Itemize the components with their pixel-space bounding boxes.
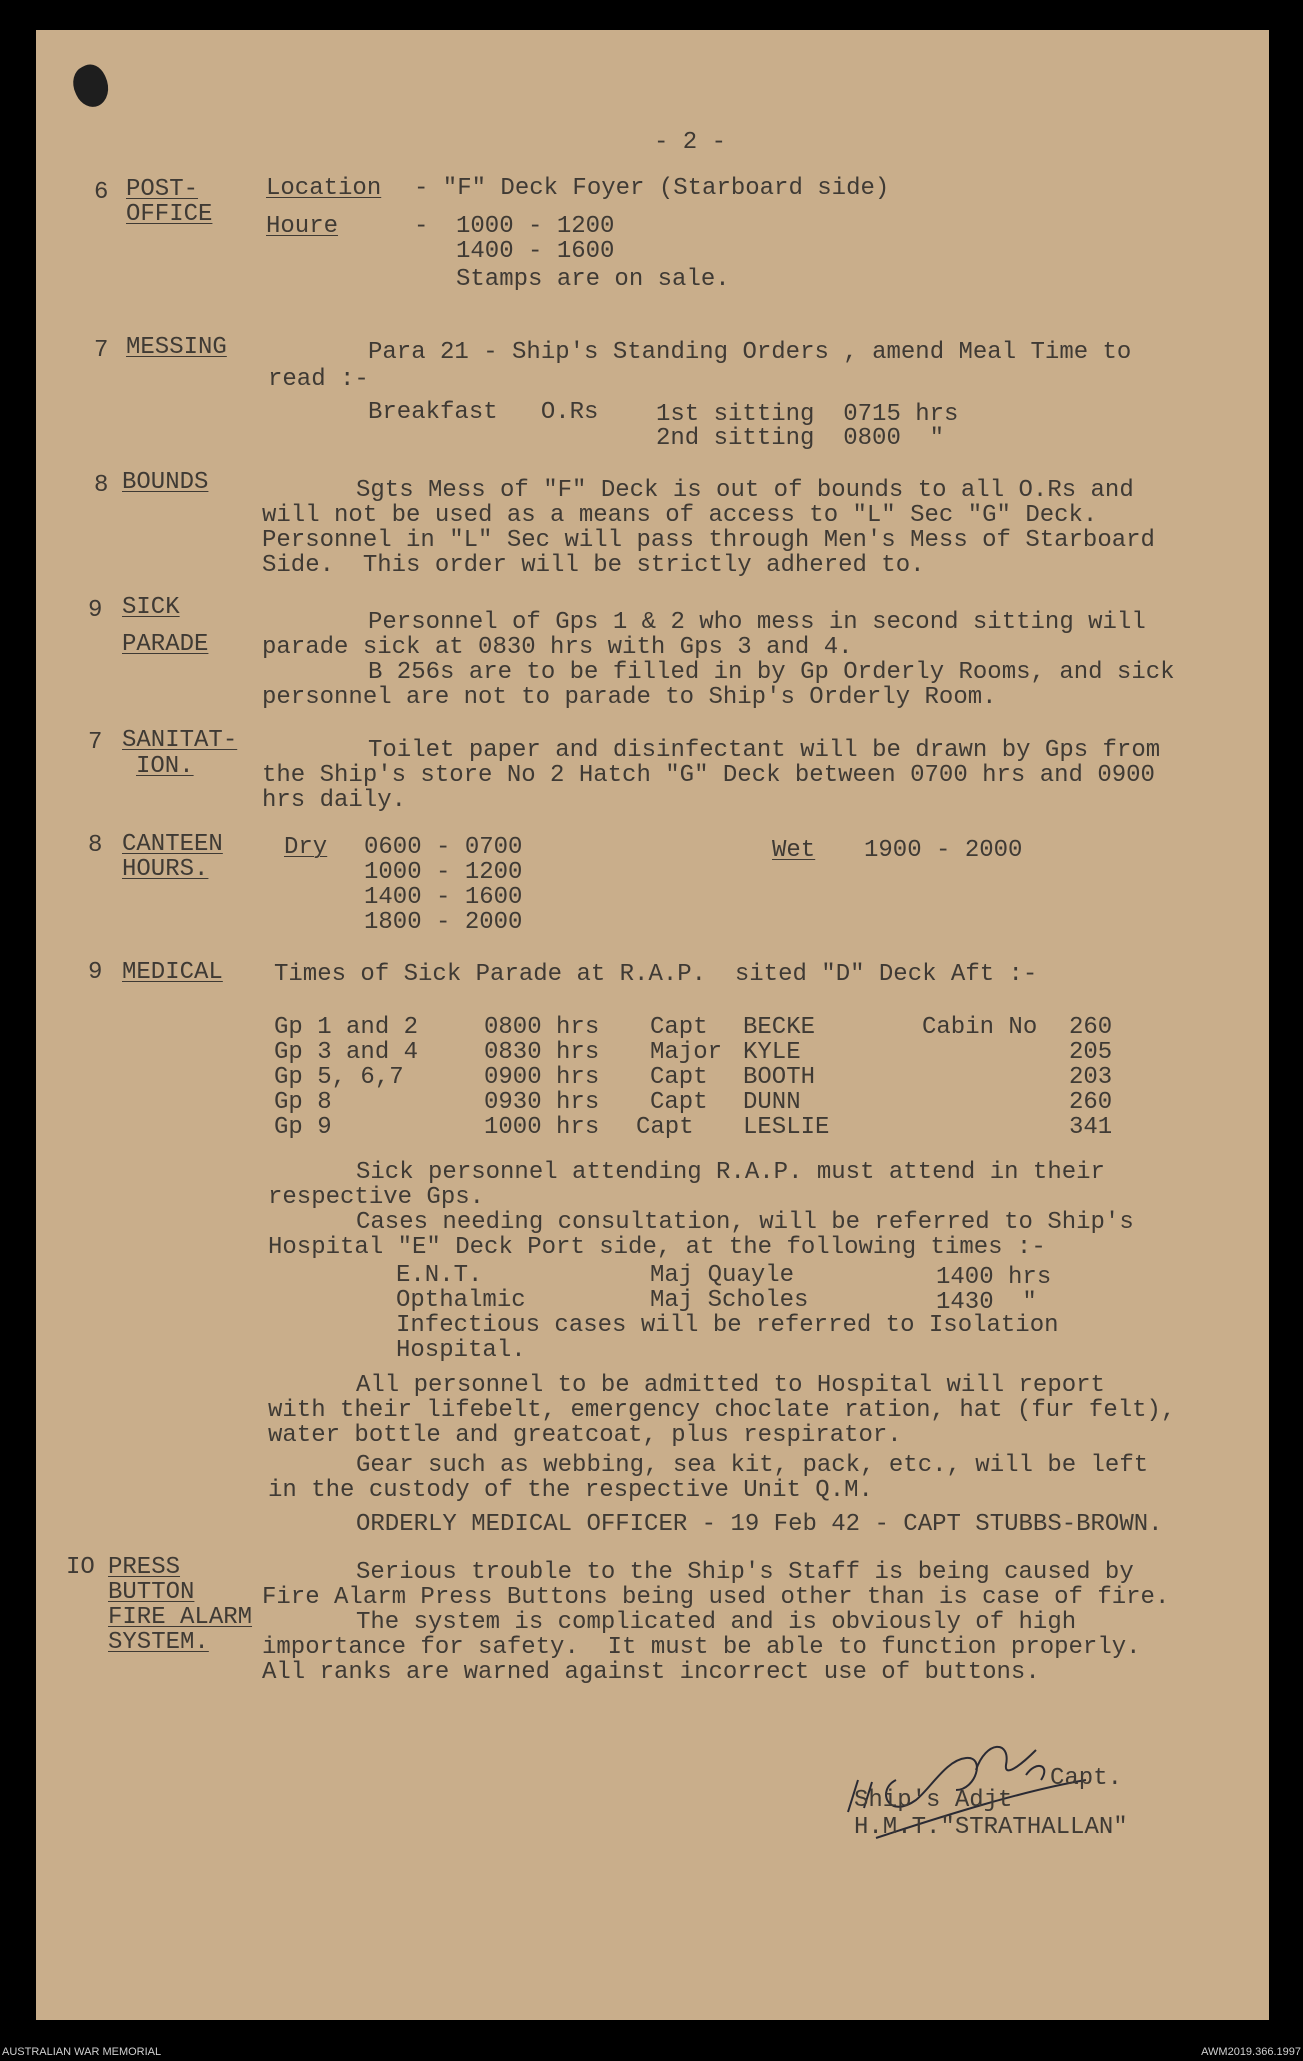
section-title: SICK bbox=[122, 594, 180, 621]
section-title: OFFICE bbox=[126, 201, 213, 228]
clinic-officer: Maj Scholes bbox=[650, 1287, 809, 1314]
cabin-number: 260 bbox=[1069, 1014, 1113, 1041]
section-title: HOURS. bbox=[122, 856, 209, 883]
signature-ship: H.M.T."STRATHALLAN" bbox=[854, 1814, 1128, 1841]
cabin-number: 341 bbox=[1069, 1114, 1113, 1141]
officer-name: KYLE bbox=[743, 1039, 801, 1066]
section-title: PRESS bbox=[108, 1554, 181, 1581]
officer-rank: Capt bbox=[650, 1014, 708, 1041]
location-label: Location bbox=[266, 175, 382, 202]
wet-label: Wet bbox=[772, 837, 816, 864]
section-title: SANITAT- bbox=[122, 727, 238, 754]
dry-label: Dry bbox=[284, 834, 328, 861]
orderly-medical-officer: ORDERLY MEDICAL OFFICER - 19 Feb 42 - CAPT STUBBS-BROWN. bbox=[356, 1511, 1163, 1538]
clinic-label: Opthalmic bbox=[396, 1287, 526, 1314]
section-title: CANTEEN bbox=[122, 831, 223, 858]
body-line: respective Gps. bbox=[268, 1184, 485, 1211]
body-line: parade sick at 0830 hrs with Gps 3 and 4. bbox=[262, 634, 853, 661]
clinic-officer: Maj Quayle bbox=[650, 1262, 795, 1289]
document-page bbox=[36, 30, 1269, 2020]
section-title: BUTTON bbox=[108, 1579, 195, 1606]
parade-time: 0900 hrs bbox=[484, 1064, 600, 1091]
body-line: will not be used as a means of access to "L" Sec "G" Deck. bbox=[262, 502, 1098, 529]
officer-name: BOOTH bbox=[743, 1064, 816, 1091]
hours-label: Houre bbox=[266, 213, 339, 240]
ink-blot bbox=[67, 60, 116, 112]
section-title: BOUNDS bbox=[122, 469, 209, 496]
section-title: ION. bbox=[136, 753, 194, 780]
body-line: Sick personnel attending R.A.P. must attend in their bbox=[356, 1159, 1105, 1186]
body-line: the Ship's store No 2 Hatch "G" Deck between 0700 hrs and 0900 bbox=[262, 762, 1155, 789]
cabin-header: Cabin No bbox=[922, 1014, 1038, 1041]
body-line: read :- bbox=[268, 366, 369, 393]
clinic-label: E.N.T. bbox=[396, 1262, 483, 1289]
section-title: FIRE ALARM bbox=[108, 1604, 253, 1631]
gp-label: Gp 9 bbox=[274, 1114, 332, 1141]
body-line: Personnel of Gps 1 & 2 who mess in second sitting will bbox=[368, 609, 1146, 636]
body-line: importance for safety. It must be able to function properly. bbox=[262, 1634, 1141, 1661]
section-title: POST- bbox=[126, 176, 199, 203]
body-line: B 256s are to be filled in by Gp Orderly Rooms, and sick bbox=[368, 659, 1175, 686]
wet-time: 1900 - 2000 bbox=[864, 837, 1023, 864]
body-line: Side. This order will be strictly adhered to. bbox=[262, 552, 925, 579]
clinic-time: 1430 " bbox=[936, 1289, 1037, 1316]
hours-value: 1400 - 1600 bbox=[456, 238, 615, 265]
section-number: 9 bbox=[88, 597, 103, 624]
footer-credit: AUSTRALIAN WAR MEMORIAL bbox=[2, 2046, 162, 2058]
clinic-time: 1400 hrs bbox=[936, 1264, 1052, 1291]
body-line: All ranks are warned against incorrect use of buttons. bbox=[262, 1659, 1040, 1686]
body-line: All personnel to be admitted to Hospital will report bbox=[356, 1372, 1105, 1399]
body-line: Fire Alarm Press Buttons being used other than is case of fire. bbox=[262, 1584, 1170, 1611]
cabin-number: 205 bbox=[1069, 1039, 1113, 1066]
dry-time: 0600 - 0700 bbox=[364, 834, 523, 861]
dry-time: 1800 - 2000 bbox=[364, 909, 523, 936]
officer-rank: Capt bbox=[636, 1114, 694, 1141]
body-line: water bottle and greatcoat, plus respirator. bbox=[268, 1422, 902, 1449]
officer-rank: Major bbox=[650, 1039, 723, 1066]
officer-rank: Capt bbox=[650, 1089, 708, 1116]
body-line: Serious trouble to the Ship's Staff is being caused by bbox=[356, 1559, 1134, 1586]
sitting-time: 2nd sitting 0800 " bbox=[656, 425, 945, 452]
medical-intro: Times of Sick Parade at R.A.P. sited "D" Deck Aft :- bbox=[274, 961, 1038, 988]
officer-name: LESLIE bbox=[743, 1114, 830, 1141]
section-number: 8 bbox=[94, 472, 109, 499]
section-title: MESSING bbox=[126, 334, 227, 361]
section-number: 8 bbox=[88, 832, 103, 859]
cabin-number: 260 bbox=[1069, 1089, 1113, 1116]
officer-name: DUNN bbox=[743, 1089, 801, 1116]
body-line: Sgts Mess of "F" Deck is out of bounds to all O.Rs and bbox=[356, 477, 1134, 504]
officer-name: BECKE bbox=[743, 1014, 816, 1041]
parade-time: 0830 hrs bbox=[484, 1039, 600, 1066]
body-line: Infectious cases will be referred to Isolation bbox=[396, 1312, 1059, 1339]
body-line: Gear such as webbing, sea kit, pack, etc., will be left bbox=[356, 1452, 1149, 1479]
body-line: Toilet paper and disinfectant will be drawn by Gps from bbox=[368, 737, 1161, 764]
footer-reference: AWM2019.366.1997 bbox=[1201, 2046, 1301, 2058]
section-number: 6 bbox=[94, 179, 109, 206]
body-line: Cases needing consultation, will be referred to Ship's bbox=[356, 1209, 1134, 1236]
page-number: - 2 - bbox=[654, 129, 727, 156]
section-number: 7 bbox=[94, 337, 109, 364]
gp-label: Gp 3 and 4 bbox=[274, 1039, 419, 1066]
section-title: PARADE bbox=[122, 631, 209, 658]
dry-time: 1400 - 1600 bbox=[364, 884, 523, 911]
location-value: - "F" Deck Foyer (Starboard side) bbox=[414, 175, 890, 202]
body-line: Para 21 - Ship's Standing Orders , amend Meal Time to bbox=[368, 339, 1132, 366]
note-text: Stamps are on sale. bbox=[456, 266, 730, 293]
body-line: with their lifebelt, emergency choclate ration, hat (fur felt), bbox=[268, 1397, 1176, 1424]
body-line: The system is complicated and is obviously of high bbox=[356, 1609, 1077, 1636]
section-title: SYSTEM. bbox=[108, 1629, 209, 1656]
parade-time: 1000 hrs bbox=[484, 1114, 600, 1141]
section-number: 7 bbox=[88, 729, 103, 756]
hours-value: 1000 - 1200 bbox=[456, 213, 615, 240]
gp-label: Gp 8 bbox=[274, 1089, 332, 1116]
body-line: Hospital. bbox=[396, 1337, 526, 1364]
section-number: 9 bbox=[88, 959, 103, 986]
section-title: MEDICAL bbox=[122, 959, 223, 986]
signature-rank: Capt. bbox=[1050, 1765, 1123, 1792]
body-line: in the custody of the respective Unit Q.M. bbox=[268, 1477, 873, 1504]
signature-title: Ship's Adjt bbox=[854, 1787, 1013, 1814]
parade-time: 0800 hrs bbox=[484, 1014, 600, 1041]
body-line: personnel are not to parade to Ship's Orderly Room. bbox=[262, 684, 997, 711]
gp-label: Gp 1 and 2 bbox=[274, 1014, 419, 1041]
body-line: hrs daily. bbox=[262, 787, 407, 814]
section-number: IO bbox=[66, 1554, 95, 1581]
body-line: Hospital "E" Deck Port side, at the following times :- bbox=[268, 1234, 1046, 1261]
hours-dash: - bbox=[414, 213, 429, 240]
sitting-time: 1st sitting 0715 hrs bbox=[656, 401, 959, 428]
officer-rank: Capt bbox=[650, 1064, 708, 1091]
cabin-number: 203 bbox=[1069, 1064, 1113, 1091]
dry-time: 1000 - 1200 bbox=[364, 859, 523, 886]
breakfast-label: Breakfast O.Rs bbox=[368, 399, 599, 426]
body-line: Personnel in "L" Sec will pass through Men's Mess of Starboard bbox=[262, 527, 1155, 554]
parade-time: 0930 hrs bbox=[484, 1089, 600, 1116]
gp-label: Gp 5, 6,7 bbox=[274, 1064, 404, 1091]
